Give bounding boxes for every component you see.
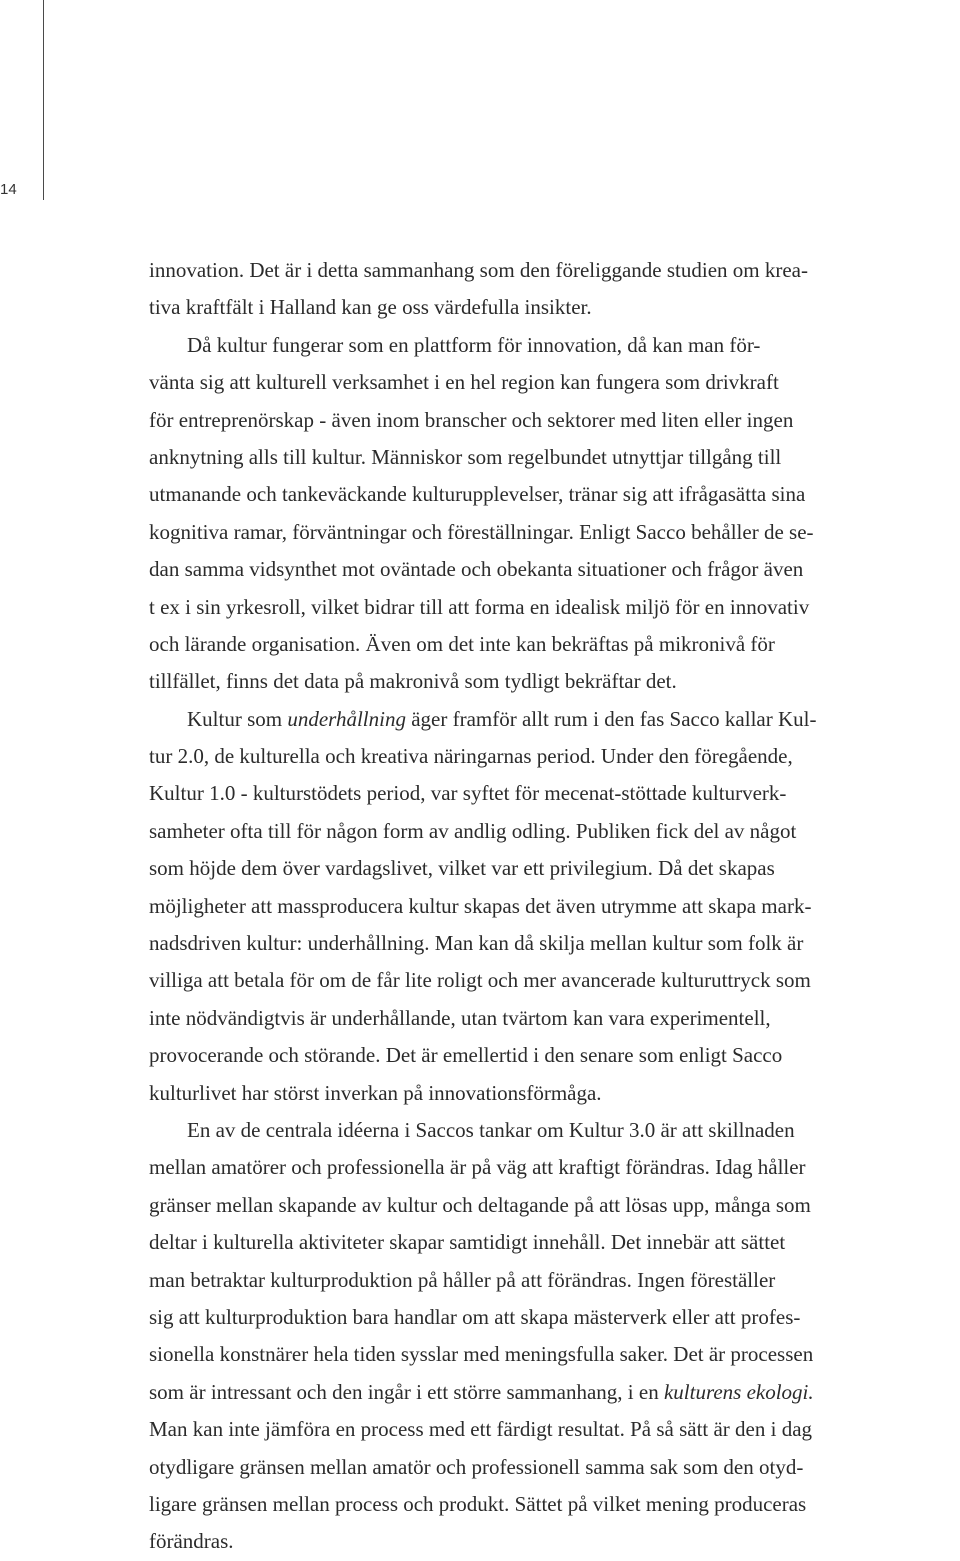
text-line: anknytning alls till kultur. Människor som regelbundet utnyttjar tillgång till <box>149 444 782 469</box>
text-line: Man kan inte jämföra en process med ett färdigt resultat. På så sätt är den i dag <box>149 1417 813 1442</box>
text-line: möjligheter att massproducera kultur skapas det även utrymme att skapa mark- <box>149 893 812 918</box>
body-text <box>149 252 959 1561</box>
text-line: sionella konstnärer hela tiden sysslar med meningsfulla saker. Det är processen <box>149 1342 814 1367</box>
text-line: t ex i sin yrkesroll, vilket bidrar till att forma en idealisk miljö för en innovativ <box>149 594 810 619</box>
text-line: mellan amatörer och professionella är på väg att kraftigt förändras. Idag håller <box>149 1155 806 1180</box>
emphasized-term: underhållning <box>287 706 406 731</box>
text-line: provocerande och störande. Det är emellertid i den senare som enligt Sacco <box>149 1043 783 1068</box>
text-line: förändras. <box>149 1529 234 1554</box>
text-line: som höjde dem över vardagslivet, vilket var ett privilegium. Då det skapas <box>149 856 775 881</box>
text-line: otydligare gränsen mellan amatör och professionell samma sak som den otyd- <box>149 1454 804 1479</box>
text-line: utmanande och tankeväckande kulturupplevelser, tränar sig att ifrågasätta sina <box>149 482 806 507</box>
text-line: kulturlivet har störst inverkan på innovationsförmåga. <box>149 1080 602 1105</box>
text-line: ligare gränsen mellan process och produkt. Sättet på vilket mening produceras <box>149 1491 807 1516</box>
text-line: deltar i kulturella aktiviteter skapar samtidigt innehåll. Det innebär att sättet <box>149 1230 786 1255</box>
text-line: nadsdriven kultur: underhållning. Man kan då skilja mellan kultur som folk är <box>149 931 804 956</box>
text-line <box>149 701 959 738</box>
text-line: vänta sig att kulturell verksamhet i en hel region kan fungera som drivkraft <box>149 370 779 395</box>
text-line: En av de centrala idéerna i Saccos tankar om Kultur 3.0 är att skillnaden <box>187 1117 795 1142</box>
text-line: Kultur 1.0 - kulturstödets period, var syftet för mecenat-stöttade kulturverk- <box>149 781 787 806</box>
text-line: sig att kulturproduktion bara handlar om att skapa mästerverk eller att profes- <box>149 1304 801 1329</box>
text-span: som är intressant och den ingår i ett större sammanhang, i en <box>149 1379 664 1404</box>
text-span: Kultur som <box>187 706 288 731</box>
text-line: Då kultur fungerar som en plattform för innovation, då kan man för- <box>187 332 761 357</box>
text-line: inte nödvändigtvis är underhållande, utan tvärtom kan vara experimentell, <box>149 1005 771 1030</box>
text-line: villiga att betala för om de får lite roligt och mer avancerade kulturuttryck som <box>149 968 811 993</box>
text-line: kognitiva ramar, förväntningar och föreställningar. Enligt Sacco behåller de se- <box>149 519 814 544</box>
margin-rule <box>43 0 44 200</box>
text-line: tur 2.0, de kulturella och kreativa näringarnas period. Under den föregående, <box>149 744 793 769</box>
page-number: 14 <box>0 181 17 198</box>
text-line: och lärande organisation. Även om det inte kan bekräftas på mikronivå för <box>149 631 775 656</box>
text-line: tillfället, finns det data på makronivå som tydligt bekräftar det. <box>149 669 677 694</box>
text-span: äger framför allt rum i den fas Sacco kallar Kul- <box>405 706 817 731</box>
text-line: tiva kraftfält i Halland kan ge oss värdefulla insikter. <box>149 295 592 320</box>
text-line: innovation. Det är i detta sammanhang som den föreliggande studien om krea- <box>149 258 808 282</box>
emphasized-term: kulturens ekologi. <box>663 1379 814 1404</box>
text-line: gränser mellan skapande av kultur och deltagande på att lösas upp, många som <box>149 1192 811 1217</box>
text-line: man betraktar kulturproduktion på håller på att förändras. Ingen föreställer <box>149 1267 776 1292</box>
text-line <box>149 1374 959 1411</box>
text-line: för entreprenörskap - även inom branscher och sektorer med liten eller ingen <box>149 407 794 432</box>
text-line: samheter ofta till för någon form av andlig odling. Publiken fick del av något <box>149 818 797 843</box>
text-line: dan samma vidsynthet mot oväntade och obekanta situationer och frågor även <box>149 557 804 582</box>
